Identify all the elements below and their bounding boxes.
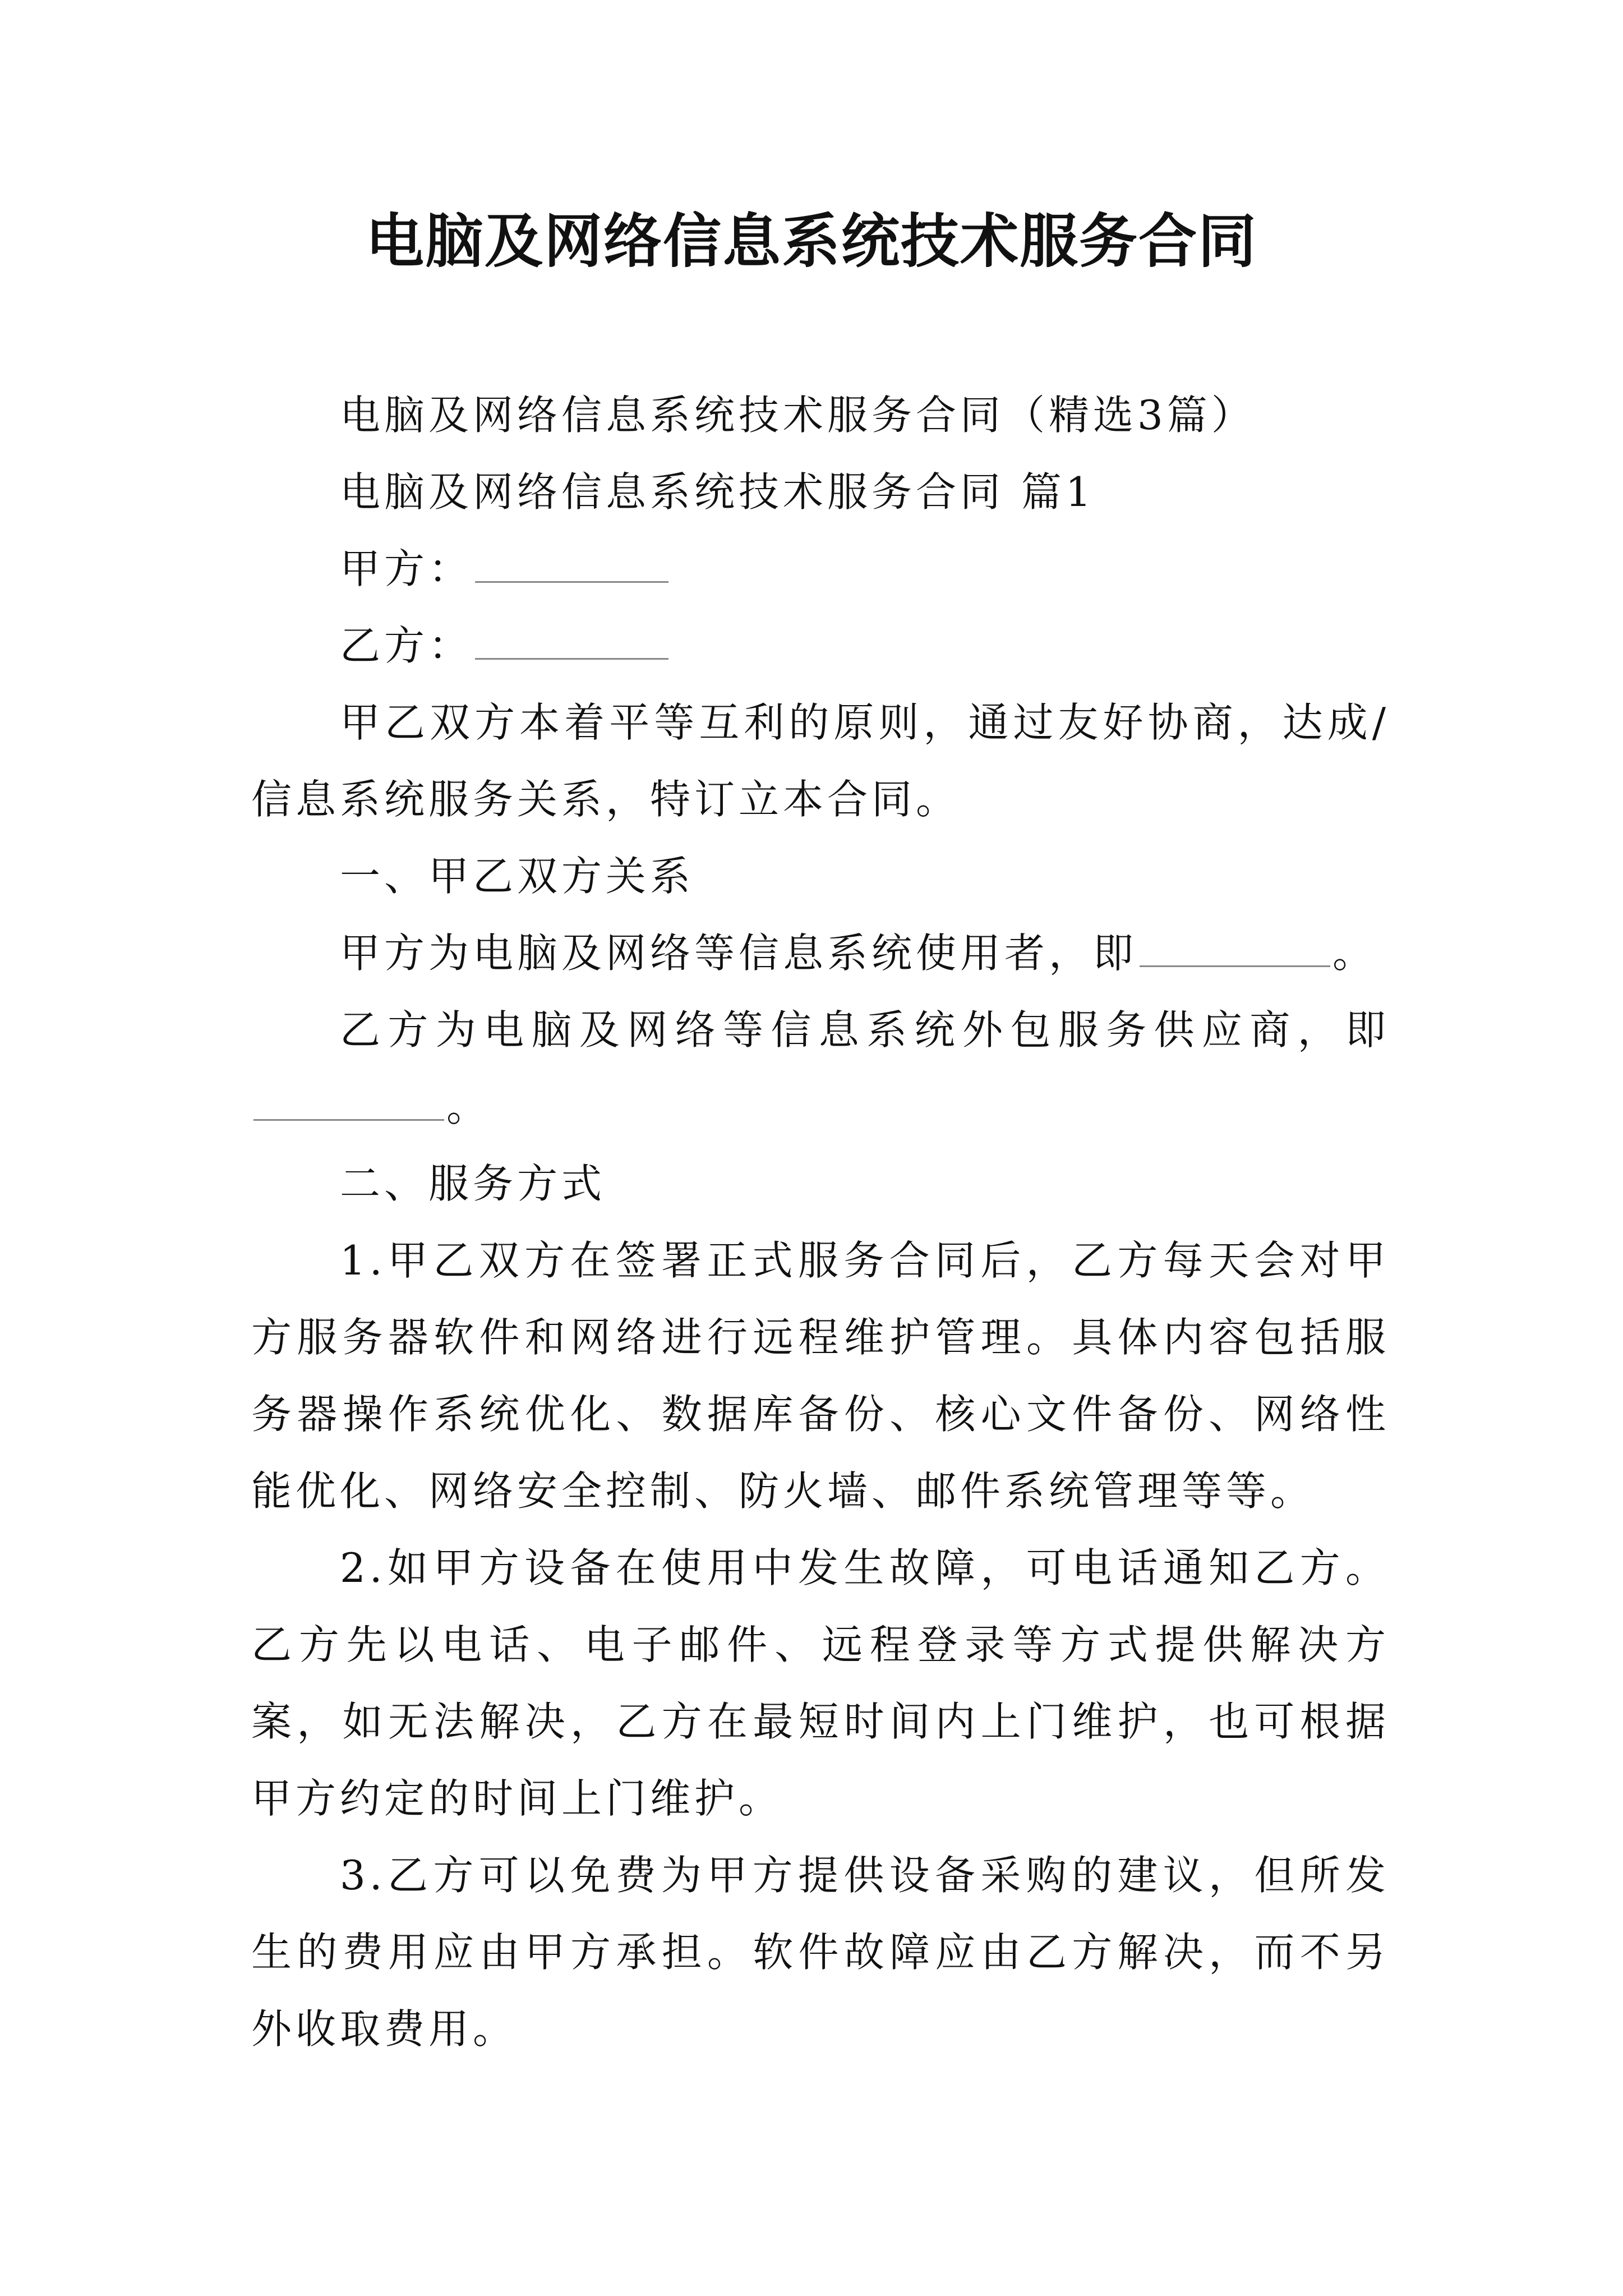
party-b-desc-text: 乙方为电脑及网络等信息系统外包服务供应商，即	[340, 1006, 1390, 1053]
document-subtitle: 电脑及网络信息系统技术服务合同（精选3篇）	[340, 392, 1256, 439]
party-a-desc-text: 甲方为电脑及网络等信息系统使用者，即	[340, 930, 1138, 977]
party-b-desc-blank	[253, 1083, 444, 1121]
party-a-label: 甲方：	[340, 545, 473, 592]
party-a-line	[251, 531, 1390, 608]
party-b-blank	[475, 622, 668, 660]
party-b-line	[251, 608, 1390, 684]
heading-service-mode: 二、服务方式	[340, 1160, 606, 1207]
section-heading: 电脑及网络信息系统技术服务合同 篇1	[340, 468, 1095, 516]
party-a-blank	[475, 545, 668, 583]
document-body	[251, 377, 1390, 2068]
document-title: 电脑及网络信息系统技术服务合同	[365, 206, 1257, 275]
clause-3: 3.乙方可以免费为甲方提供设备采购的建议，但所发生的费用应由甲方承担。软件故障应由乙方解决，而不另外收取费用。	[251, 1852, 1390, 2053]
party-b-description	[251, 992, 1390, 1145]
party-a-desc-end: 。	[1332, 930, 1377, 977]
party-b-desc-end: 。	[446, 1083, 491, 1130]
clause-1: 1.甲乙双方在签署正式服务合同后，乙方每天会对甲方服务器软件和网络进行远程维护管理。具体内容包括服务器操作系统优化、数据库备份、核心文件备份、网络性能优化、网络安全控制、防火墙、邮件系统管理等等。	[251, 1237, 1390, 1515]
heading-relationship: 一、甲乙双方关系	[340, 853, 695, 900]
intro-paragraph: 甲乙双方本着平等互利的原则，通过友好协商，达成/信息系统服务关系，特订立本合同。	[251, 699, 1390, 823]
party-a-description	[251, 915, 1390, 992]
clause-2: 2.如甲方设备在使用中发生故障，可电话通知乙方。乙方先以电话、电子邮件、远程登录等方式提供解决方案，如无法解决，乙方在最短时间内上门维护，也可根据甲方约定的时间上门维护。	[251, 1544, 1390, 1822]
party-a-desc-blank	[1140, 930, 1330, 967]
party-b-label: 乙方：	[340, 622, 473, 669]
